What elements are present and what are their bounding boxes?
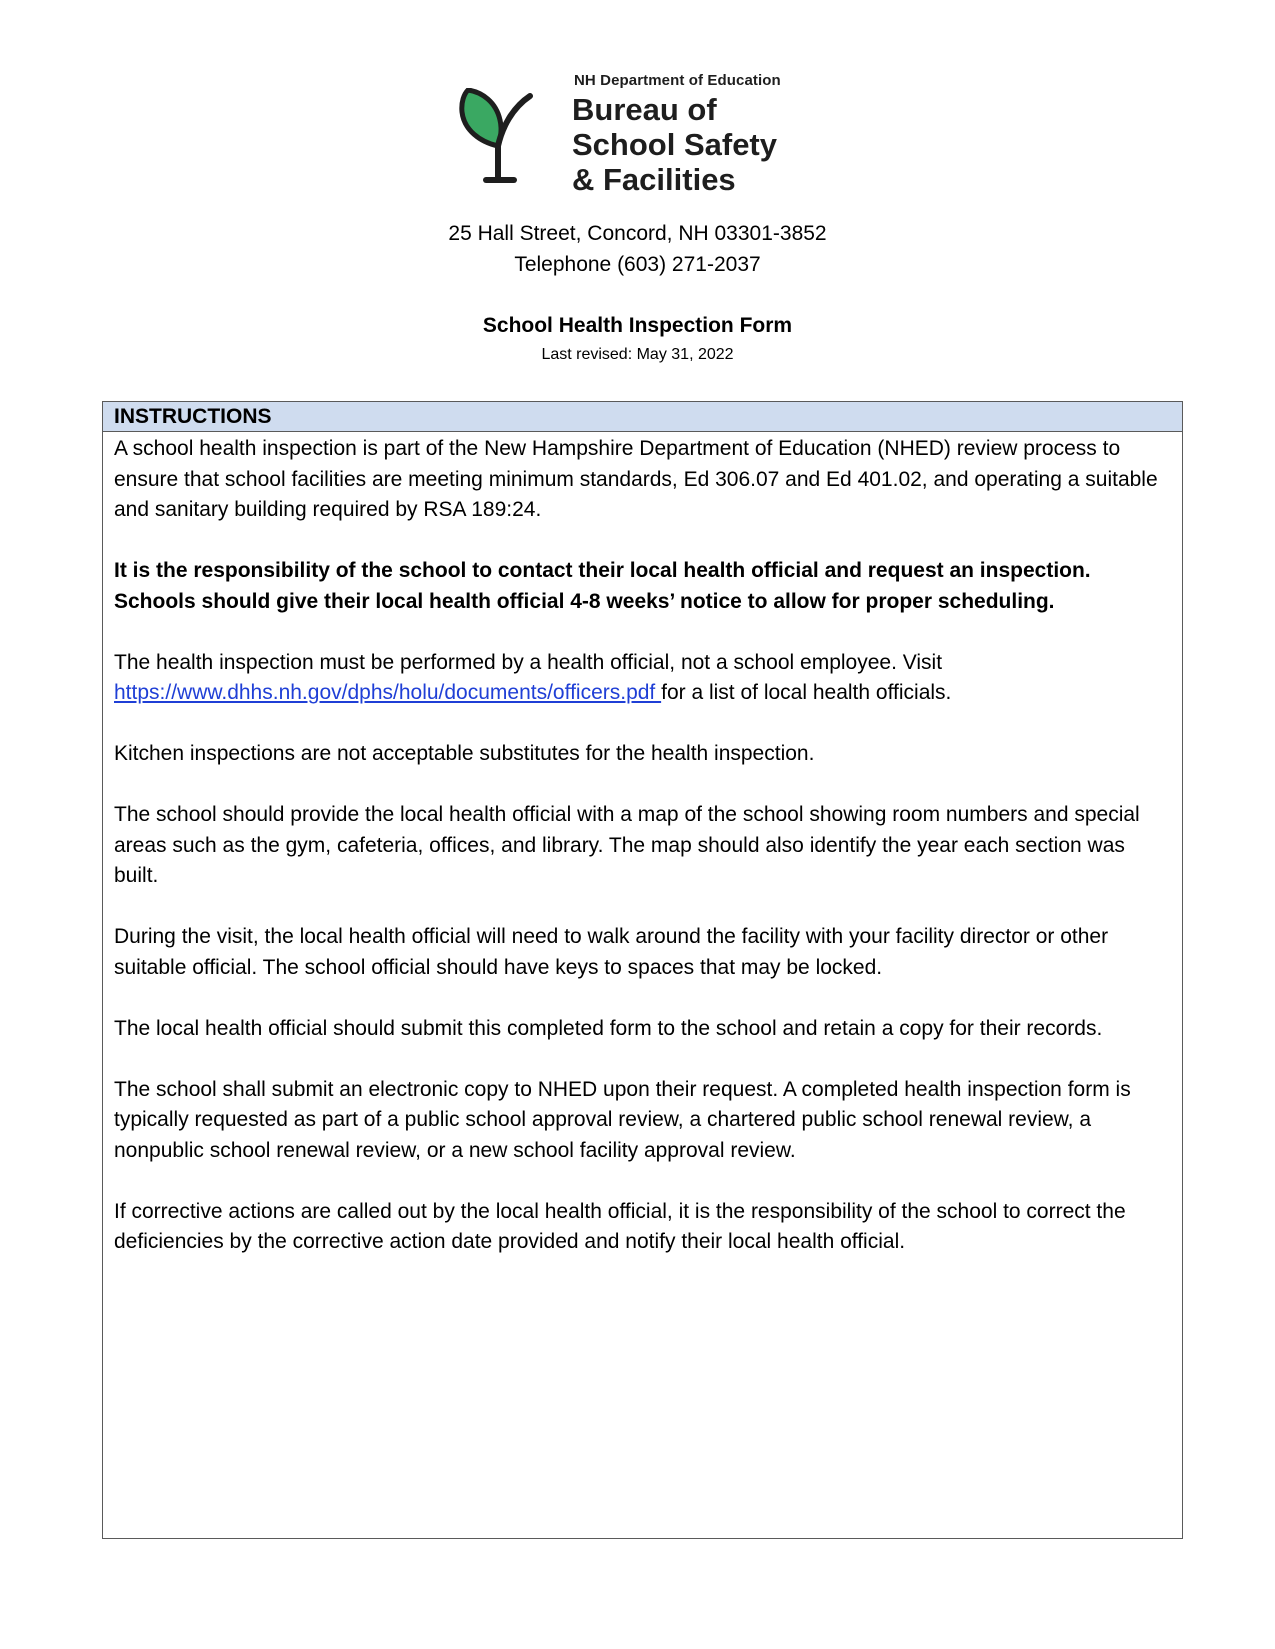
plant-logo-icon: [458, 88, 544, 188]
bureau-logo: [458, 66, 818, 206]
instructions-paragraph: [114, 648, 1171, 709]
revision-date: Last revised: May 31, 2022: [541, 346, 734, 363]
instructions-paragraph: A school health inspection is part of the New Hampshire Department of Education (NHED) review process to ensure that school facilities are meeting minimum standards, Ed 306.07 and Ed 401.02, and operating a suitable and sanitary building required by RSA 189:24.: [114, 437, 1158, 521]
page-title: School Health Inspection Form: [482, 314, 793, 337]
street-address: 25 Hall Street, Concord, NH 03301-3852: [448, 222, 827, 245]
instructions-paragraph: The school should provide the local health official with a map of the school showing room numbers and special areas such as the gym, cafeteria, offices, and library. The map should also identify the year each section was built.: [114, 803, 1140, 887]
instructions-paragraph: The school shall submit an electronic copy to NHED upon their request. A completed health inspection form is typically requested as part of a public school approval review, a chartered public school renewal review, a nonpublic school renewal review, or a new school facility approval review.: [114, 1077, 1131, 1162]
bureau-name: [572, 92, 777, 197]
department-name: NH Department of Education: [574, 72, 781, 89]
instructions-box: [102, 401, 1183, 1539]
instructions-paragraph: During the visit, the local health official will need to walk around the facility with your facility director or other suitable official. The school official should have keys to spaces that may be locked.: [114, 925, 1109, 979]
paragraph-text: The health inspection must be performed by a health official, not a school employee. Visit: [114, 650, 943, 674]
instructions-paragraph: Kitchen inspections are not acceptable substitutes for the health inspection.: [114, 742, 815, 765]
instructions-body: [103, 432, 1182, 1258]
instructions-paragraph: The local health official should submit this completed form to the school and retain a copy for their records.: [114, 1016, 1103, 1040]
bureau-name-line: & Facilities: [572, 162, 736, 197]
responsibility-notice: It is the responsibility of the school to contact their local health official and request an inspection. Schools should give their local health official 4-8 weeks’ notice to allow for proper scheduling.: [114, 559, 1091, 613]
bureau-name-line: School Safety: [572, 127, 777, 162]
paragraph-text: for a list of local health officials.: [661, 681, 952, 704]
health-officials-link[interactable]: https://www.dhhs.nh.gov/dphs/holu/documents/officers.pdf: [114, 681, 662, 704]
telephone: Telephone (603) 271-2037: [514, 253, 761, 276]
instructions-header: INSTRUCTIONS: [103, 402, 1182, 432]
instructions-paragraph: If corrective actions are called out by the local health official, it is the responsibility of the school to correct the deficiencies by the corrective action date provided and notify their local health official.: [114, 1199, 1126, 1253]
bureau-name-line: Bureau of: [572, 92, 717, 127]
